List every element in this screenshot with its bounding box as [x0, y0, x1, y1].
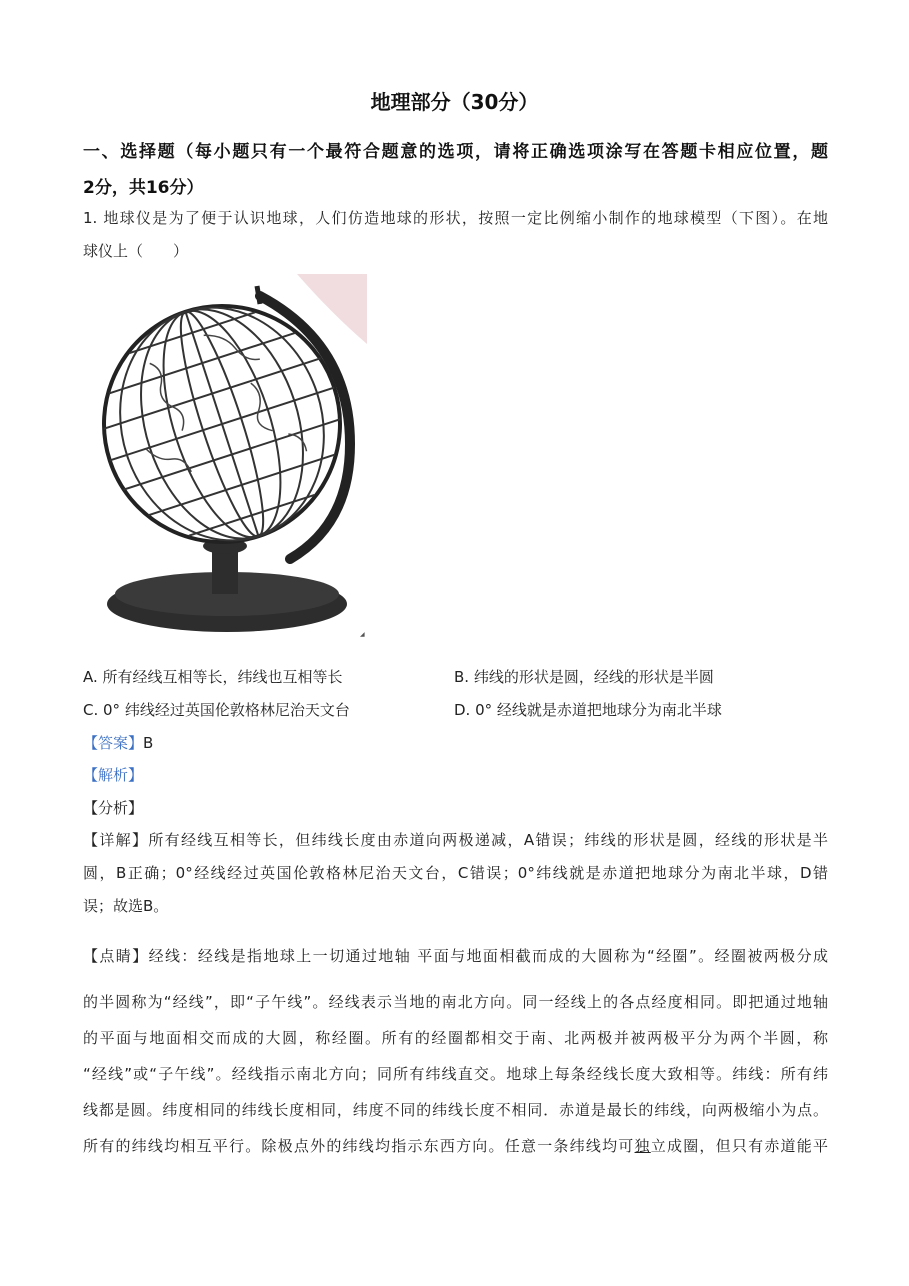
review-label: 【点睛】 [83, 947, 149, 965]
section-heading-line-1: 一、选择题（每小题只有一个最符合题意的选项，请将正确选项涂写在答题卡相应位置，题 [83, 142, 828, 162]
review-text-6a: 所有的纬线均相互平行。除极点外的纬线均指示东西方向。任意一条纬线均可 [83, 1137, 635, 1155]
analysis-label: 【解析】 [83, 766, 144, 784]
review-paragraph [83, 938, 828, 1164]
detail-paragraph [83, 824, 828, 923]
review-text-6b: 独 [634, 1137, 651, 1155]
review-line-5: 线都是圆。纬度相同的纬线长度相同，纬度不同的纬线长度不相同．赤道是最长的纬线，向两极缩小为点。 [83, 1101, 828, 1119]
answer-row [83, 733, 153, 753]
review-line-6 [83, 1128, 828, 1164]
review-text-6c: 立成圈，但只有赤道能平 [650, 1137, 828, 1155]
fenxi-label: 【分析】 [83, 799, 144, 817]
svg-text:◢: ◢ [360, 631, 365, 638]
section-heading-line-2: 2分，共16分） [83, 178, 204, 198]
detail-line-2: 圆，B正确；0°经线经过英国伦敦格林尼治天文台，C错误；0°纬线就是赤道把地球分为南北半球，D错 [83, 864, 828, 882]
review-text-1: 经线：经线是指地球上一切通过地轴 平面与地面相截而成的大圆称为“经圈”。经圈被两极分成 [148, 947, 828, 965]
section-heading [83, 134, 828, 206]
question-stem [83, 202, 828, 268]
question-stem-line-1: 1. 地球仪是为了便于认识地球，人们仿造地球的形状，按照一定比例缩小制作的地球模型（下图）。在地 [83, 209, 828, 227]
review-line-4: “经线”或“子午线”。经线指示南北方向；同所有纬线直交。地球上每条经线长度大致相等。纬线：所有纬 [83, 1065, 828, 1083]
question-stem-line-2: 球仪上（ ） [83, 242, 189, 260]
option-a: A. 所有经线互相等长，纬线也互相等长 [83, 668, 343, 686]
review-line-3: 的平面与地面相交而成的大圆，称经圈。所有的经圈都相交于南、北两极并被两极平分为两个半圆，称 [83, 1029, 828, 1047]
review-line-1 [83, 938, 828, 974]
detail-line-1 [83, 824, 828, 857]
answer-value: B [143, 734, 154, 752]
page-title: 地理部分（30分） [370, 90, 539, 114]
detail-label: 【详解】 [83, 831, 149, 849]
globe-figure [82, 274, 367, 640]
globe-illustration [82, 274, 367, 640]
detail-text-1: 所有经线互相等长，但纬线长度由赤道向两极递减，A错误；纬线的形状是圆，经线的形状是半 [148, 831, 828, 849]
option-c: C. 0° 纬线经过英国伦敦格林尼治天文台 [83, 701, 350, 719]
detail-line-3: 误；故选B。 [83, 897, 169, 915]
review-line-2: 的半圆称为“经线”，即“子午线”。经线表示当地的南北方向。同一经线上的各点经度相同。即把通过地轴 [83, 993, 828, 1011]
option-b: B. 纬线的形状是圆，经线的形状是半圆 [454, 668, 714, 686]
option-d: D. 0° 经线就是赤道把地球分为南北半球 [454, 701, 722, 719]
answer-label: 【答案】 [83, 734, 144, 752]
